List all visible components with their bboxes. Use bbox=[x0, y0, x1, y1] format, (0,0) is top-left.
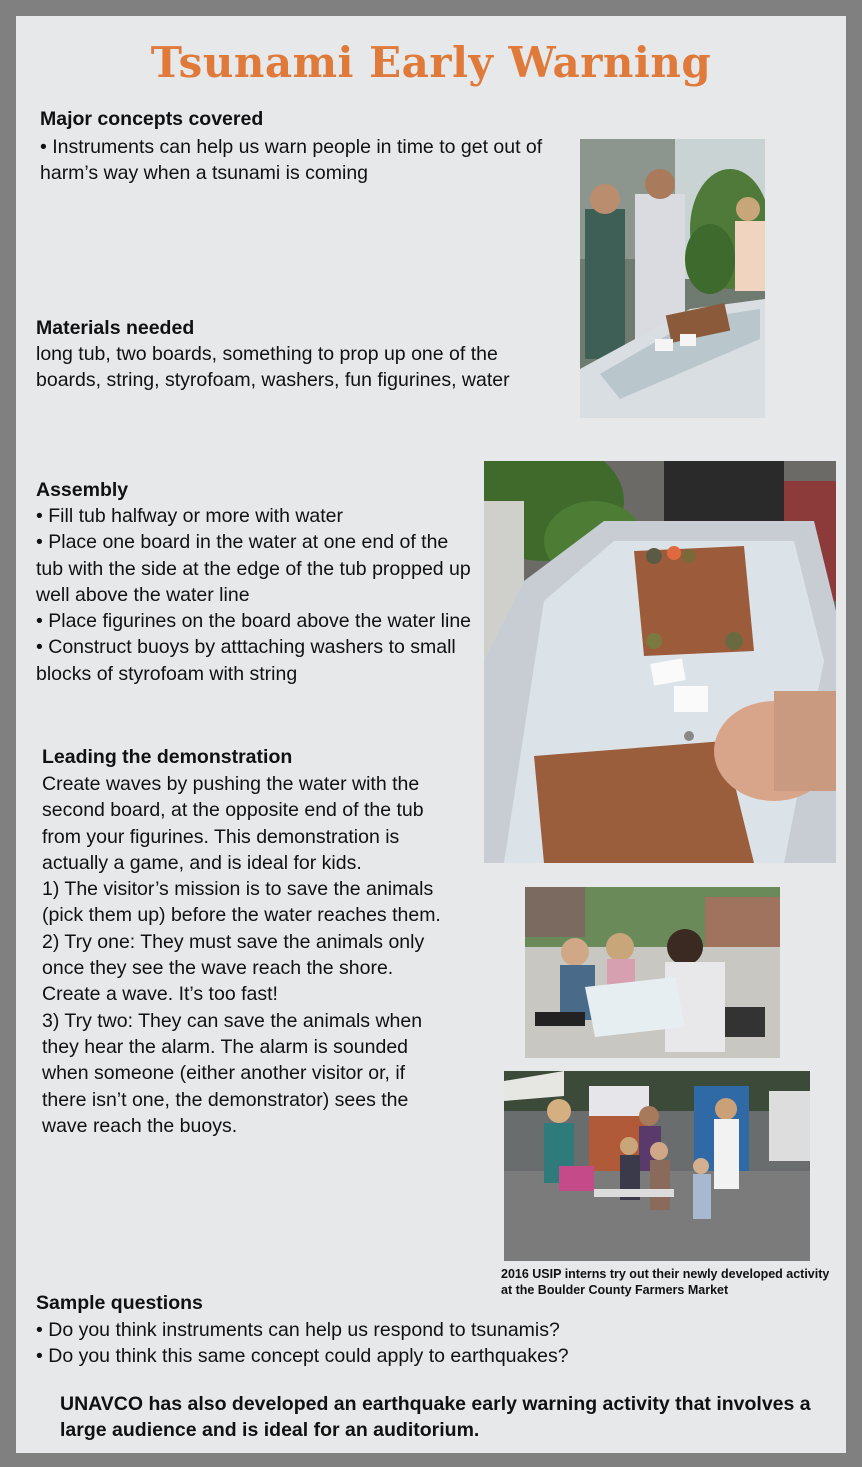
list-item: • Construct buoys by atttaching washers to small blocks of styrofoam with string bbox=[36, 636, 456, 685]
assembly-heading: Assembly bbox=[36, 479, 129, 501]
list-item: 2) Try one: They must save the animals only once they see the wave reach the shore. Create a wave. It’s too fast! bbox=[42, 930, 425, 1006]
questions-heading: Sample questions bbox=[36, 1292, 203, 1314]
list-item: 1) The visitor’s mission is to save the animals (pick them up) before the water reaches them. bbox=[42, 878, 441, 927]
list-item: • Instruments can help us warn people in time to get out of harm’s way when a tsunami is coming bbox=[40, 136, 543, 185]
photo-tub-closeup bbox=[484, 461, 836, 863]
list-item: • Do you think this same concept could apply to earthquakes? bbox=[36, 1345, 569, 1368]
list-item: 3) Try two: They can save the animals when they hear the alarm. The alarm is sounded when someone (either another visitor or, if there isn’t one, the demonstrator) sees the wave reach the buoys. bbox=[42, 1009, 423, 1137]
questions-list bbox=[36, 1317, 736, 1370]
concepts-heading: Major concepts covered bbox=[40, 108, 264, 130]
list-item: • Fill tub halfway or more with water bbox=[36, 505, 344, 527]
materials-text: long tub, two boards, something to prop up one of the boards, string, styrofoam, washers, fun figurines, water bbox=[36, 343, 510, 392]
leading-intro: Create waves by pushing the water with the second board, at the opposite end of the tub from your figurines. This demonstration is actually a game, and is ideal for kids. bbox=[42, 773, 424, 874]
photo-caption: 2016 USIP interns try out their newly developed activity at the Boulder County Farmers Market bbox=[501, 1267, 830, 1297]
page-title: Tsunami Early Warning bbox=[150, 38, 712, 87]
list-item: • Place one board in the water at one end of the tub with the side at the edge of the tub propped up well above the water line bbox=[36, 531, 471, 606]
leading-text bbox=[42, 771, 452, 1139]
footer-note: UNAVCO has also developed an earthquake early warning activity that involves a large audience and is ideal for an auditorium. bbox=[60, 1393, 811, 1441]
list-item: • Place figurines on the board above the water line bbox=[36, 610, 472, 633]
materials-heading: Materials needed bbox=[36, 317, 195, 339]
concepts-list bbox=[40, 134, 560, 187]
photo-people-at-tub bbox=[580, 139, 765, 418]
photo-interns-market bbox=[504, 1071, 810, 1261]
assembly-list bbox=[36, 503, 476, 687]
list-item: • Do you think instruments can help us respond to tsunamis? bbox=[36, 1319, 560, 1341]
leading-heading: Leading the demonstration bbox=[42, 746, 293, 768]
photo-kids-at-tub bbox=[525, 887, 780, 1058]
